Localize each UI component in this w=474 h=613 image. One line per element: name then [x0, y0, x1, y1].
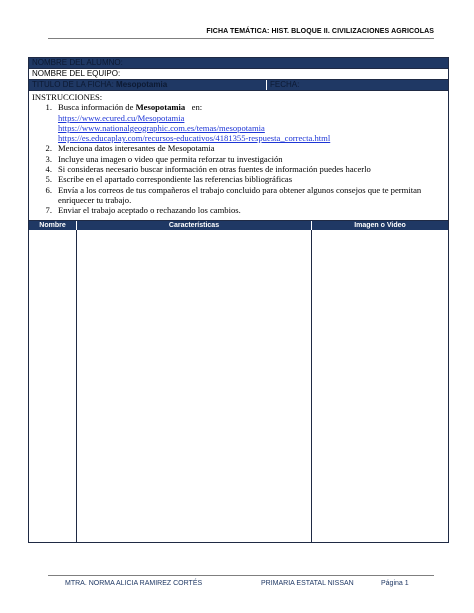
- column-header-imagen-video: Imagen o Video: [354, 221, 406, 229]
- column-header-nombre: Nombre: [29, 221, 77, 230]
- instruction-item: [32, 143, 445, 153]
- research-table-header: [29, 221, 448, 230]
- student-name-label: NOMBRE DEL ALUMNO:: [32, 58, 123, 67]
- instruction-number: 1.: [45, 102, 52, 113]
- instruction-text: Menciona datos interesantes de Mesopotamia: [58, 143, 215, 154]
- footer-school: PRIMARIA ESTATAL NISSAN: [261, 580, 354, 587]
- column-header-caracteristicas: Características: [77, 221, 312, 230]
- instruction-number: 5.: [45, 174, 52, 185]
- document-header-title: FICHA TEMÁTICA: HIST. BLOQUE II. CIVILIZACIONES AGRICOLAS: [206, 28, 434, 35]
- instruction-item: [32, 185, 445, 206]
- instruction-number: 4.: [45, 164, 52, 175]
- research-table-body: [29, 230, 448, 542]
- footer-teacher: MTRA. NORMA ALICIA RAMIREZ CORTÉS: [65, 580, 203, 587]
- card-title-row: [29, 80, 448, 91]
- instruction-number: 3.: [45, 153, 52, 164]
- instructions-list: [32, 102, 445, 215]
- instruction-text: Si consideras necesario buscar información en otras fuentes de información puedes hacerlo: [58, 164, 371, 175]
- link-nationalgeographic[interactable]: https://www.nationalgeographic.com.es/temas/mesopotamia: [58, 122, 265, 133]
- footer-divider: [48, 575, 434, 576]
- imagen-video-cell[interactable]: [312, 230, 448, 542]
- instruction-item: [32, 205, 445, 215]
- instruction-item: [32, 174, 445, 184]
- header-divider: [48, 38, 434, 39]
- team-name-row: [29, 69, 448, 80]
- worksheet-form: [28, 57, 449, 543]
- instruction-keyword: Mesopotamia: [135, 102, 186, 113]
- nombre-cell[interactable]: [29, 230, 77, 542]
- instruction-text-after: en:: [185, 102, 203, 113]
- link-ecured[interactable]: https://www.ecured.cu/Mesopotamia: [58, 112, 185, 123]
- card-title-value: Mesopotamia: [116, 80, 168, 89]
- link-educaplay[interactable]: https://es.educaplay.com/recursos-educativos/4181355-respuesta_correcta.html: [58, 133, 331, 144]
- caracteristicas-cell[interactable]: [77, 230, 312, 542]
- instruction-item: [32, 164, 445, 174]
- student-name-row: [29, 58, 448, 69]
- instruction-number: 6.: [45, 184, 52, 195]
- date-label: FECHA:: [270, 80, 300, 89]
- instruction-text: Enviar el trabajo aceptado o rechazando los cambios.: [58, 205, 241, 216]
- team-name-label: NOMBRE DEL EQUIPO:: [32, 69, 121, 78]
- instruction-text-before: Busca información de: [58, 102, 136, 113]
- card-title-cell: [29, 80, 267, 90]
- instruction-text: Escribe en el apartado correspondiente las referencias bibliográficas: [58, 174, 293, 185]
- instruction-number: 2.: [45, 143, 52, 154]
- footer-page-number: Página 1: [381, 580, 409, 587]
- instructions-section: [29, 91, 448, 221]
- instruction-number: 7.: [45, 205, 52, 216]
- instruction-item: [32, 154, 445, 164]
- instruction-text: Envía a los correos de tus compañeros el trabajo concluido para obtener algunos consejos que te permitan enriquecer tu trabajo.: [58, 184, 422, 205]
- instruction-text: Incluye una imagen o video que permita reforzar tu investigación: [58, 153, 283, 164]
- instructions-heading: INSTRUCCIONES:: [32, 92, 103, 102]
- instruction-item: [32, 102, 445, 143]
- instruction-text: [58, 102, 445, 143]
- card-title-label: TITULO DE LA FICHA:: [32, 80, 114, 89]
